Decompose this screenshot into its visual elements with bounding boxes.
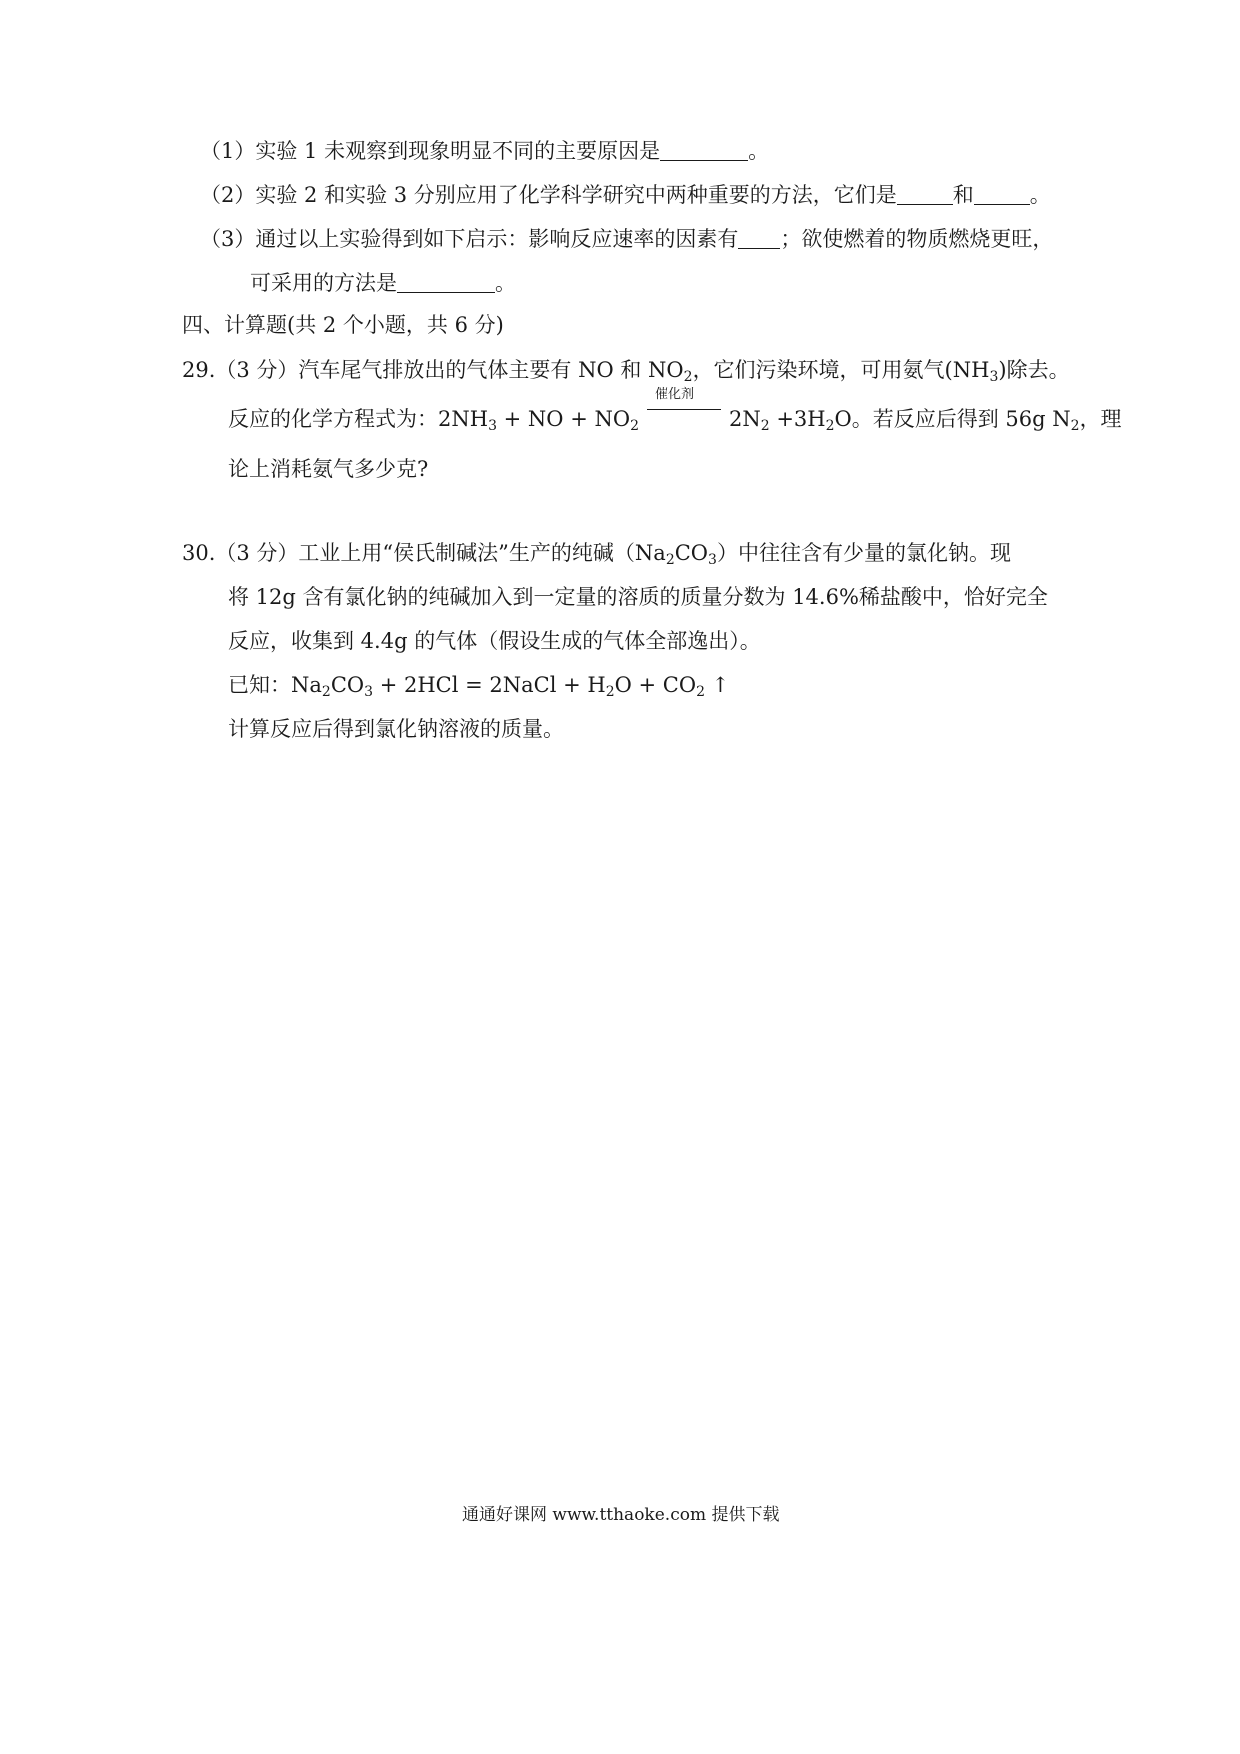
- answer-blank: [897, 182, 953, 205]
- answer-blank: [660, 138, 748, 161]
- q28-part3-line2: 可采用的方法是 。: [250, 271, 516, 295]
- q30-line5: 计算反应后得到氯化钠溶液的质量。: [228, 717, 564, 741]
- catalyst-label: 催化剂: [654, 387, 694, 402]
- q30-line3: 反应，收集到 4.4g 的气体（假设生成的气体全部逸出）。: [228, 629, 761, 653]
- catalyst-arrow: [643, 387, 725, 426]
- q28-part1: （1）实验 1 未观察到现象明显不同的主要原因是 。: [200, 139, 770, 163]
- answer-blank: [974, 182, 1030, 205]
- q30-line1: 30.（3 分）工业上用“侯氏制碱法”生产的纯碱$(Na_2CO_3)$中往往含有少量的氯化钠。现: [182, 541, 1011, 568]
- answer-blank: [738, 226, 780, 249]
- q30-line2: 将 12g 含有氯化钠的纯碱加入到一定量的溶质的质量分数为 14.6%稀盐酸中，恰好完全: [228, 585, 1048, 609]
- q28-part3: （3）通过以上实验得到如下启示：影响反应速率的因素有 ；欲使燃着的物质燃烧更旺，: [200, 227, 1054, 251]
- q30-known-equation: 已知：$Na_2CO_3 + 2HCl$ = 2NaCl + $H_2O + CO_2$ ↑: [228, 673, 730, 700]
- page-footer: 通通好课网 www.tthaoke.com 提供下载: [462, 1505, 780, 1525]
- q29-line3: 论上消耗氨气多少克?: [228, 457, 429, 481]
- section-heading: 四、计算题(共 2 个小题，共 6 分): [182, 313, 504, 337]
- answer-blank: [397, 270, 495, 293]
- q29-equation: 反应的化学方程式为：$2NH_3$ + NO + $NO_2$ 催化剂 $2N_2 +3H_2O$。若反应后得到 56g $N_2$，理: [228, 387, 1122, 434]
- q28-part2: （2）实验 2 和实验 3 分别应用了化学科学研究中两种重要的方法，它们是 和 。: [200, 183, 1051, 207]
- q29-line1: 29.（3 分）汽车尾气排放出的气体主要有 NO 和 $NO_2$，它们污染环境，可用氨气$(NH_3)$除去。: [182, 358, 1070, 385]
